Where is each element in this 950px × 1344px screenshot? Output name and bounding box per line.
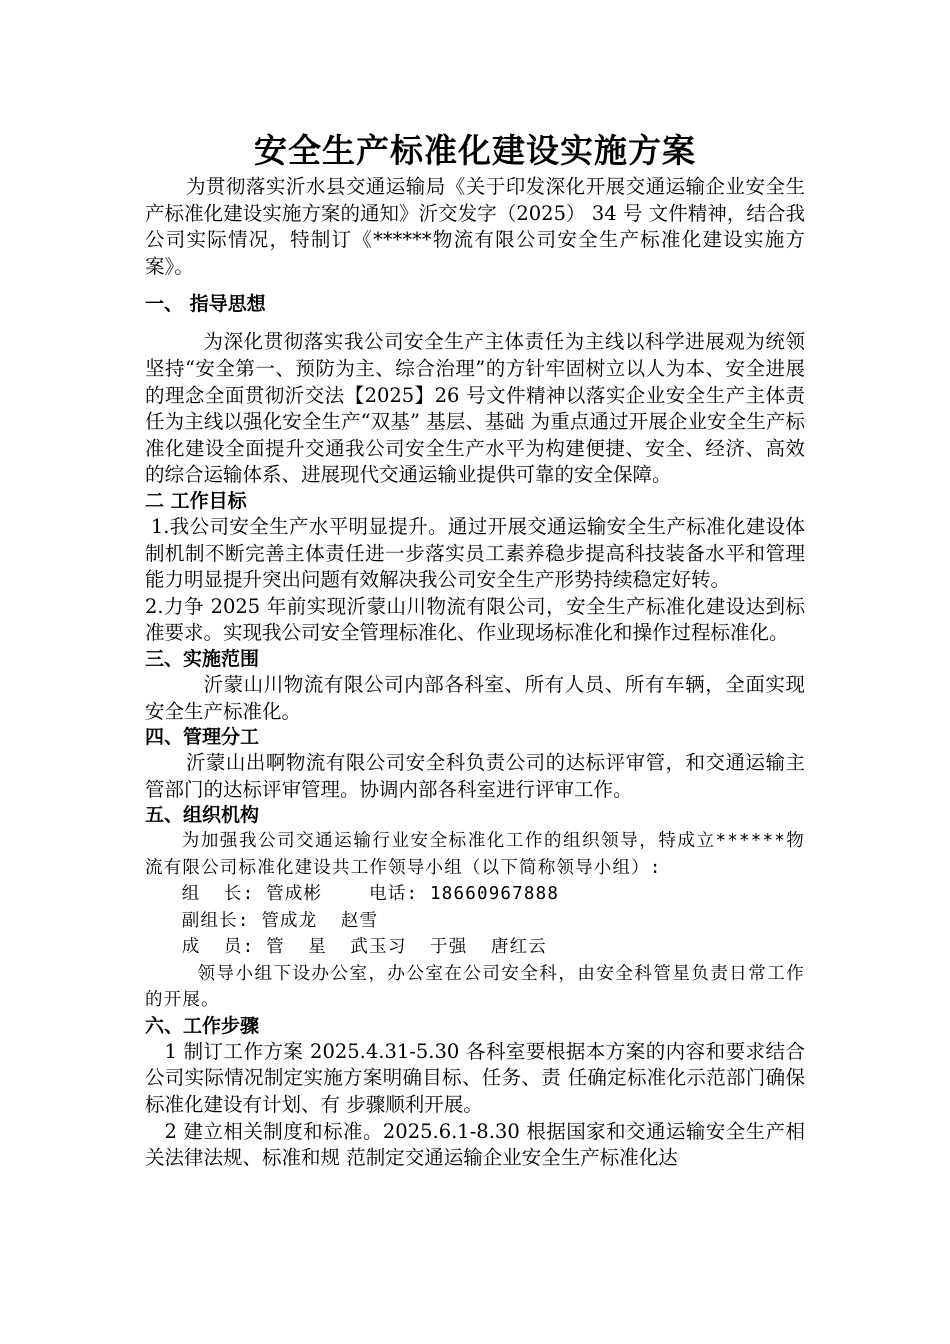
section-paragraph: 为加强我公司交通运输行业安全标准化工作的组织领导，特成立******物流有限公司标准化建设共工作领导小组（以下简称领导小组）: [145,831,805,878]
spacer [145,317,805,329]
document-body [145,128,805,1172]
intro-paragraph: 为贯彻落实沂水县交通运输局《关于印发深化开展交通运输企业安全生产标准化建设实施方案的通知》沂交发字（2025） 34 号 文件精神，结合我公司实际情况，特制订《******物流有限公司安全生产标准化建设实施方案》。 [145,175,805,278]
section-paragraph: 为深化贯彻落实我公司安全生产主体责任为主线以科学进展观为统领坚持“安全第一、预防为主、综合治理”的方针牢固树立以人为本、安全进展的理念全面贯彻沂交法【2025】26 号文件精神以落实企业安全生产主体责任为主线以强化安全生产“双基” 基层、基础 为重点通过开展企业安全生产标准化建设全面提升交通我公司安全生产水平为构建便捷、安全、经济、高效的综合运输体系、进展现代交通运输业提供可靠的安全保障。 [145,330,805,487]
section-paragraph: 2.力争 2025 年前实现沂蒙山川物流有限公司，安全生产标准化建设达到标准要求。实现我公司安全管理标准化、作业现场标准化和操作过程标准化。 [145,594,805,645]
section-paragraph: 沂蒙山出啊物流有限公司安全科负责公司的达标评审管，和交通运输主管部门的达标评审管理。协调内部各科室进行评审工作。 [145,751,805,801]
spacer [145,280,805,292]
section-heading-management-division: 四、管理分工 [145,726,260,749]
leader-line: 组 长: 管成彬 电话: 18660967888 [181,884,560,905]
section-paragraph: 沂蒙山川物流有限公司内部各科室、所有人员、所有车辆，全面实现安全生产标准化。 [145,672,805,723]
section-paragraph: 领导小组下设办公室，办公室在公司安全科，由安全科管星负责日常工作的开展。 [145,963,805,1011]
section-heading-work-steps: 六、工作步骤 [145,1014,260,1037]
deputy-leader-line: 副组长: 管成龙 赵雪 [181,910,379,931]
section-paragraph: 2 建立相关制度和标准。2025.6.1-8.30 根据国家和交通运输安全生产相关法律法规、标准和规 范制定交通运输企业安全生产标准化达 [145,1119,805,1170]
section-heading-organization: 五、组织机构 [145,804,260,827]
section-heading-scope: 三、实施范围 [145,647,260,670]
section-heading-work-goals: 二 工作目标 [145,489,247,512]
section-paragraph: 1.我公司安全生产水平明显提升。通过开展交通运输安全生产标准化建设体制机制不断完善主体责任进一步落实员工素养稳步提高科技装备水平和管理能力明显提升突出问题有效解决我公司安全生产形势持续稳定好转。 [145,514,805,592]
members-line: 成 员: 管 星 武玉习 于强 唐红云 [181,937,547,958]
section-paragraph: 1 制订工作方案 2025.4.31-5.30 各科室要根据本方案的内容和要求结合公司实际情况制定实施方案明确目标、任务、责 任确定标准化示范部门确保标准化建设有计划、有 步骤顺利开展。 [145,1039,805,1116]
section-heading-guiding-ideology: 一、 指导思想 [145,293,266,316]
page-title: 安全生产标准化建设实施方案 [254,131,696,170]
